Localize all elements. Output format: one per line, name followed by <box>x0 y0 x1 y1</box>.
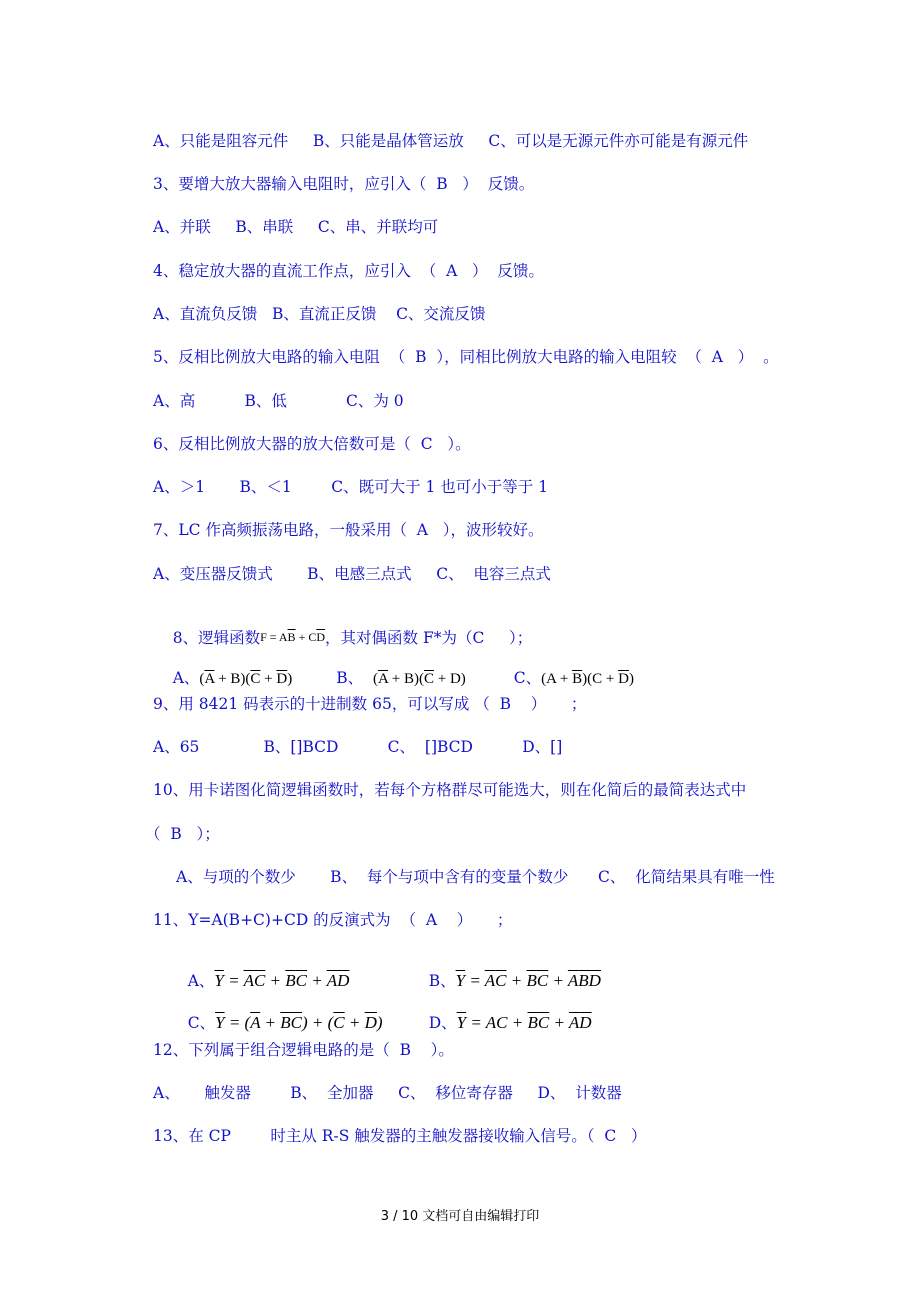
q10-question: 10、用卡诺图化简逻辑函数时，若每个方格群尽可能选大，则在化简后的最简表达式中 <box>153 781 747 799</box>
q2-options: A、只能是阻容元件 B、只能是晶体管运放 C、可以是无源元件亦可能是有源元件 <box>153 132 749 150</box>
q9-question: 9、用 8421 码表示的十进制数 65，可以写成 （ B ） ； <box>153 695 587 713</box>
q9-options: A、65 B、[]BCD C、 []BCD D、[] <box>153 738 563 756</box>
q8-option-a-formula: $(\overline{A} + B)(\overline{C} + \overline{D})$ <box>199 671 293 687</box>
q6-question: 6、反相比例放大器的放大倍数可是（ C ）。 <box>153 435 471 453</box>
q11-option-c-formula: $\overline{Y} = (\overline{A} + \overline{B}\overline{C}) + (\overline{C} + \overline{D})$ <box>215 1013 383 1032</box>
q8-option-c-label: C、 <box>513 669 542 687</box>
q11-option-a-formula: $\overline{Y} = \overline{A}\overline{C} + \overline{B}\overline{C} + \overline{A}\overline{D}$ <box>214 971 350 990</box>
q11-option-b-label: B、 <box>428 972 456 990</box>
q8-option-b <box>336 668 466 689</box>
q7-options: A、变压器反馈式 B、电感三点式 C、 电容三点式 <box>153 565 551 583</box>
q11-question: 11、Y=A(B+C)+CD 的反演式为 （ A ） ； <box>153 911 513 929</box>
page-footer: 3 / 10 文档可自由编辑打印 <box>380 1209 540 1224</box>
q8-option-c <box>514 668 634 689</box>
q8-option-c-formula: $(A + \overline{B})(C + \overline{D})$ <box>541 671 634 687</box>
q8-formula: $F = A\overline{B} + C\overline{D}$ <box>260 630 326 644</box>
q10-options: A、与项的个数少 B、 每个与项中含有的变量个数少 C、 化简结果具有唯一性 <box>176 868 775 886</box>
q8-option-b-formula: $(\overline{A} + B)(\overline{C} + D)$ <box>372 671 466 687</box>
q10-answer: （ B ）； <box>145 825 220 843</box>
q3-question: 3、要增大放大器输入电阻时，应引入（ B ） 反馈。 <box>153 175 535 193</box>
q8-option-a <box>173 668 293 689</box>
q13-question: 13、在 CP 时主从 R-S 触发器的主触发器接收输入信号。（ C ） <box>153 1127 647 1145</box>
q5-options: A、高 B、低 C、为 0 <box>153 392 404 410</box>
q11-option-a-label: A、 <box>187 972 215 990</box>
q3-options: A、并联 B、串联 C、串、并联均可 <box>153 218 439 236</box>
q11-option-d-formula: $\overline{Y}$ = AC + $\overline{B}\overline{C} + \overline{A}\overline{D}$ <box>456 1013 592 1032</box>
q4-question: 4、稳定放大器的直流工作点，应引入 （ A ） 反馈。 <box>153 262 544 280</box>
q8-suffix: ，其对偶函数 F*为（C ）； <box>325 629 533 647</box>
q8-option-a-label: A、 <box>172 669 200 687</box>
q8-option-b-label: B、 <box>336 669 364 687</box>
q11-option-d-label: D、 <box>428 1014 457 1032</box>
q6-options: A、＞1 B、＜1 C、既可大于 1 也可小于等于 1 <box>153 478 549 496</box>
q12-options: A、 触发器 B、 全加器 C、 移位寄存器 D、 计数器 <box>153 1084 622 1102</box>
q5-question: 5、反相比例放大电路的输入电阻 （ B ），同相比例放大电路的输入电阻较 （ A ） 。 <box>153 348 779 366</box>
q4-options: A、直流负反馈 B、直流正反馈 C、交流反馈 <box>153 305 486 323</box>
q11-option-c-label: C、 <box>187 1014 216 1032</box>
q7-question: 7、LC 作高频振荡电路，一般采用（ A ），波形较好。 <box>153 521 544 539</box>
q11-option-b-formula: $\overline{Y} = \overline{A}\overline{C} + \overline{B}\overline{C} + \overline{A}\overline{BD}$ <box>455 971 601 990</box>
q8-prefix: 8、逻辑函数 <box>172 629 261 647</box>
q12-question: 12、下列属于组合逻辑电路的是（ B ）。 <box>153 1041 454 1059</box>
